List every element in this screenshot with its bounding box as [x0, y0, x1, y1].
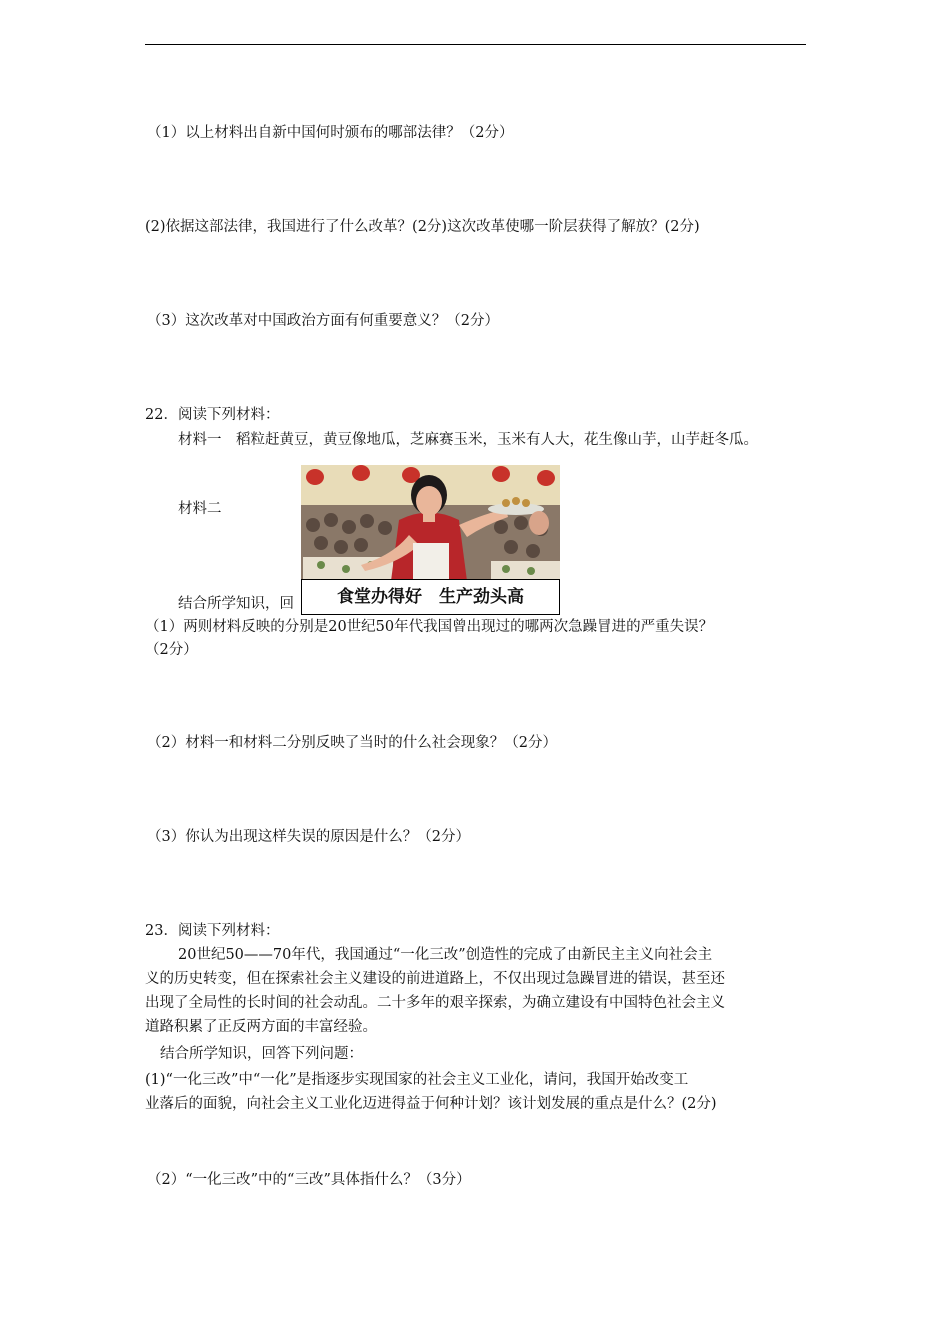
q23-paragraph-line-2: 义的历史转变，但在探索社会主义建设的前进道路上，不仅出现过急躁冒进的错误，甚至还 — [145, 971, 725, 987]
poster-caption: 食堂办得好 生产劲头高 — [301, 579, 560, 615]
q23-paragraph-line-3: 出现了全局性的长时间的社会动乱。二十多年的艰辛探索，为确立建设有中国特色社会主义 — [145, 995, 725, 1011]
canteen-propaganda-poster — [301, 465, 560, 581]
q22-material-1: 材料一 稻粒赶黄豆，黄豆像地瓜，芝麻赛玉米，玉米有人大，花生像山芋，山芋赶冬瓜。 — [178, 432, 758, 448]
q22-question-1-line-2: （2分） — [145, 642, 198, 658]
q22-heading: 22．阅读下列材料： — [145, 407, 280, 423]
q22-instruction: 结合所学知识，回 — [178, 596, 294, 612]
q22-material-2-label: 材料二 — [178, 501, 222, 517]
q21-question-3: （3）这次改革对中国政治方面有何重要意义？（2分） — [147, 313, 499, 329]
q21-question-1: （1）以上材料出自新中国何时颁布的哪部法律？（2分） — [147, 125, 514, 141]
header-rule — [145, 44, 806, 45]
q22-question-3: （3）你认为出现这样失误的原因是什么？（2分） — [147, 829, 470, 845]
q23-paragraph-line-4: 道路积累了正反两方面的丰富经验。 — [145, 1019, 377, 1035]
q23-question-1-line-2: 业落后的面貌，向社会主义工业化迈进得益于何种计划？该计划发展的重点是什么？(2分) — [145, 1096, 717, 1112]
q22-question-1-line-1: （1）两则材料反映的分别是20世纪50年代我国曾出现过的哪两次急躁冒进的严重失误？ — [145, 619, 714, 635]
q21-question-2: (2)依据这部法律，我国进行了什么改革？(2分)这次改革使哪一阶层获得了解放？(2分) — [145, 219, 700, 235]
q23-question-2: （2）“一化三改”中的“三改”具体指什么？（3分） — [147, 1172, 471, 1188]
q23-instruction: 结合所学知识，回答下列问题： — [160, 1046, 363, 1062]
q22-question-2: （2）材料一和材料二分别反映了当时的什么社会现象？（2分） — [147, 735, 557, 751]
q23-question-1-line-1: (1)“一化三改”中“一化”是指逐步实现国家的社会主义工业化，请问，我国开始改变工 — [145, 1072, 689, 1088]
q23-heading: 23．阅读下列材料： — [145, 923, 280, 939]
q23-paragraph-line-1: 20世纪50——70年代，我国通过“一化三改”创造性的完成了由新民主主义向社会主 — [178, 947, 713, 963]
